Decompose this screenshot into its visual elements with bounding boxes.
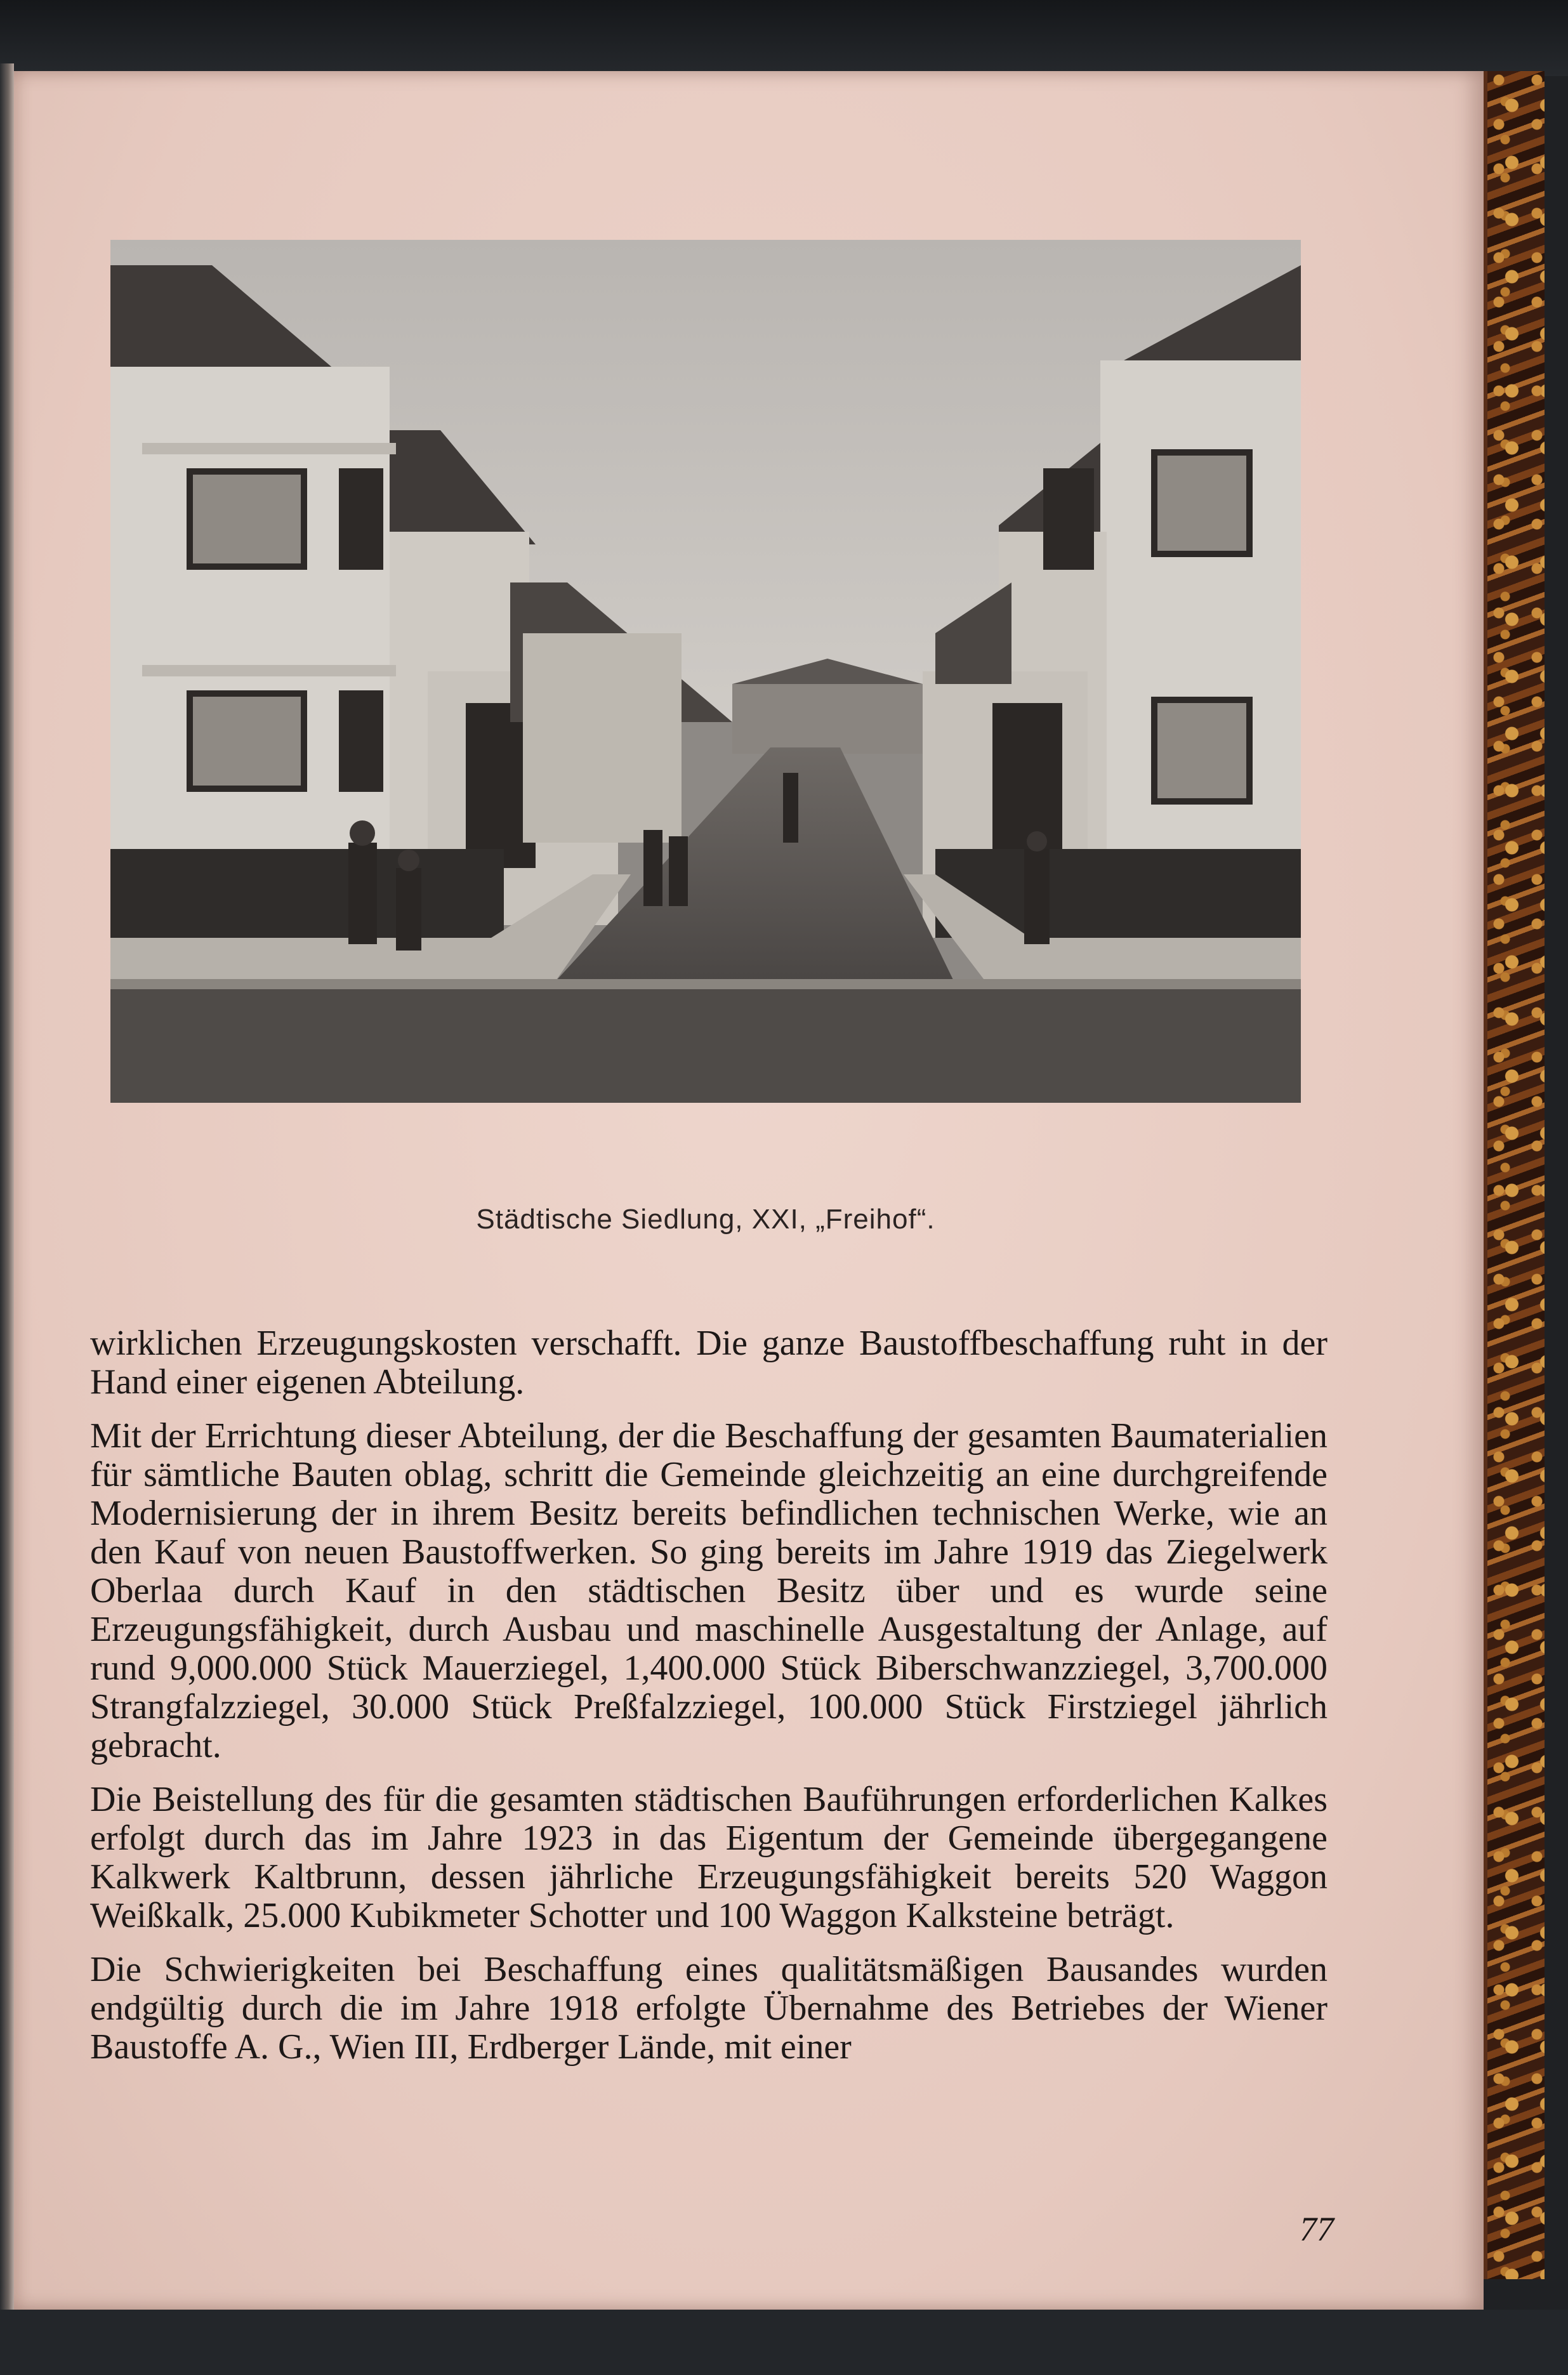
page-number: 77 [1300,2210,1334,2248]
paragraph-4: Die Schwierigkeiten bei Beschaffung eines qualitätsmäßigen Bausandes wurden endgültig durch die im Jahre 1918 erfolgte Übernahme des Betriebes der Wiener Baustoffe A. G., Wien III, Erdberger Lände, mit einer [90,1950,1328,2067]
body-text [90,1324,1328,2082]
paragraph-1: wirklichen Erzeugungskosten verschafft. Die ganze Baustoffbeschaffung ruht in der Hand einer eigenen Abteilung. [90,1324,1328,1402]
paragraph-2: Mit der Errichtung dieser Abteilung, der die Beschaffung der gesamten Baumaterialien für sämtliche Bauten oblag, schritt die Gemeinde gleichzeitig an eine durchgreifende Modernisierung der in ihrem Besitz bereits befindlichen technischen Werke, wie an den Kauf von neuen Baustoffwerken. So ging bereits im Jahre 1919 das Ziegelwerk Oberlaa durch Kauf in den städtischen Besitz über und es wurde seine Erzeugungsfähigkeit, durch Ausbau und maschinelle Ausgestaltung der Anlage, auf rund 9,000.000 Stück Mauerziegel, 1,400.000 Stück Biberschwanzziegel, 3,700.000 Strangfalzziegel, 30.000 Stück Preßfalzziegel, 100.000 Stück Firstziegel jährlich gebracht. [90,1416,1328,1765]
book-spine [0,63,14,2322]
backdrop-top [0,0,1568,76]
photograph [110,240,1301,1103]
paragraph-3: Die Beistellung des für die gesamten städtischen Bauführungen erforderlichen Kalkes erfolgt durch das im Jahre 1923 in das Eigentum der Gemeinde übergegangene Kalkwerk Kaltbrunn, dessen jährliche Erzeugungsfähigkeit bereits 520 Waggon Weißkalk, 25.000 Kubikmeter Schotter und 100 Waggon Kalksteine beträgt. [90,1780,1328,1935]
marbled-book-edge [1484,71,1545,2279]
book-page [14,71,1484,2310]
backdrop-bottom [0,2310,1568,2375]
photo-caption: Städtische Siedlung, XXI, „Freihof“. [476,1204,935,1235]
photograph-icon [110,240,1301,1103]
